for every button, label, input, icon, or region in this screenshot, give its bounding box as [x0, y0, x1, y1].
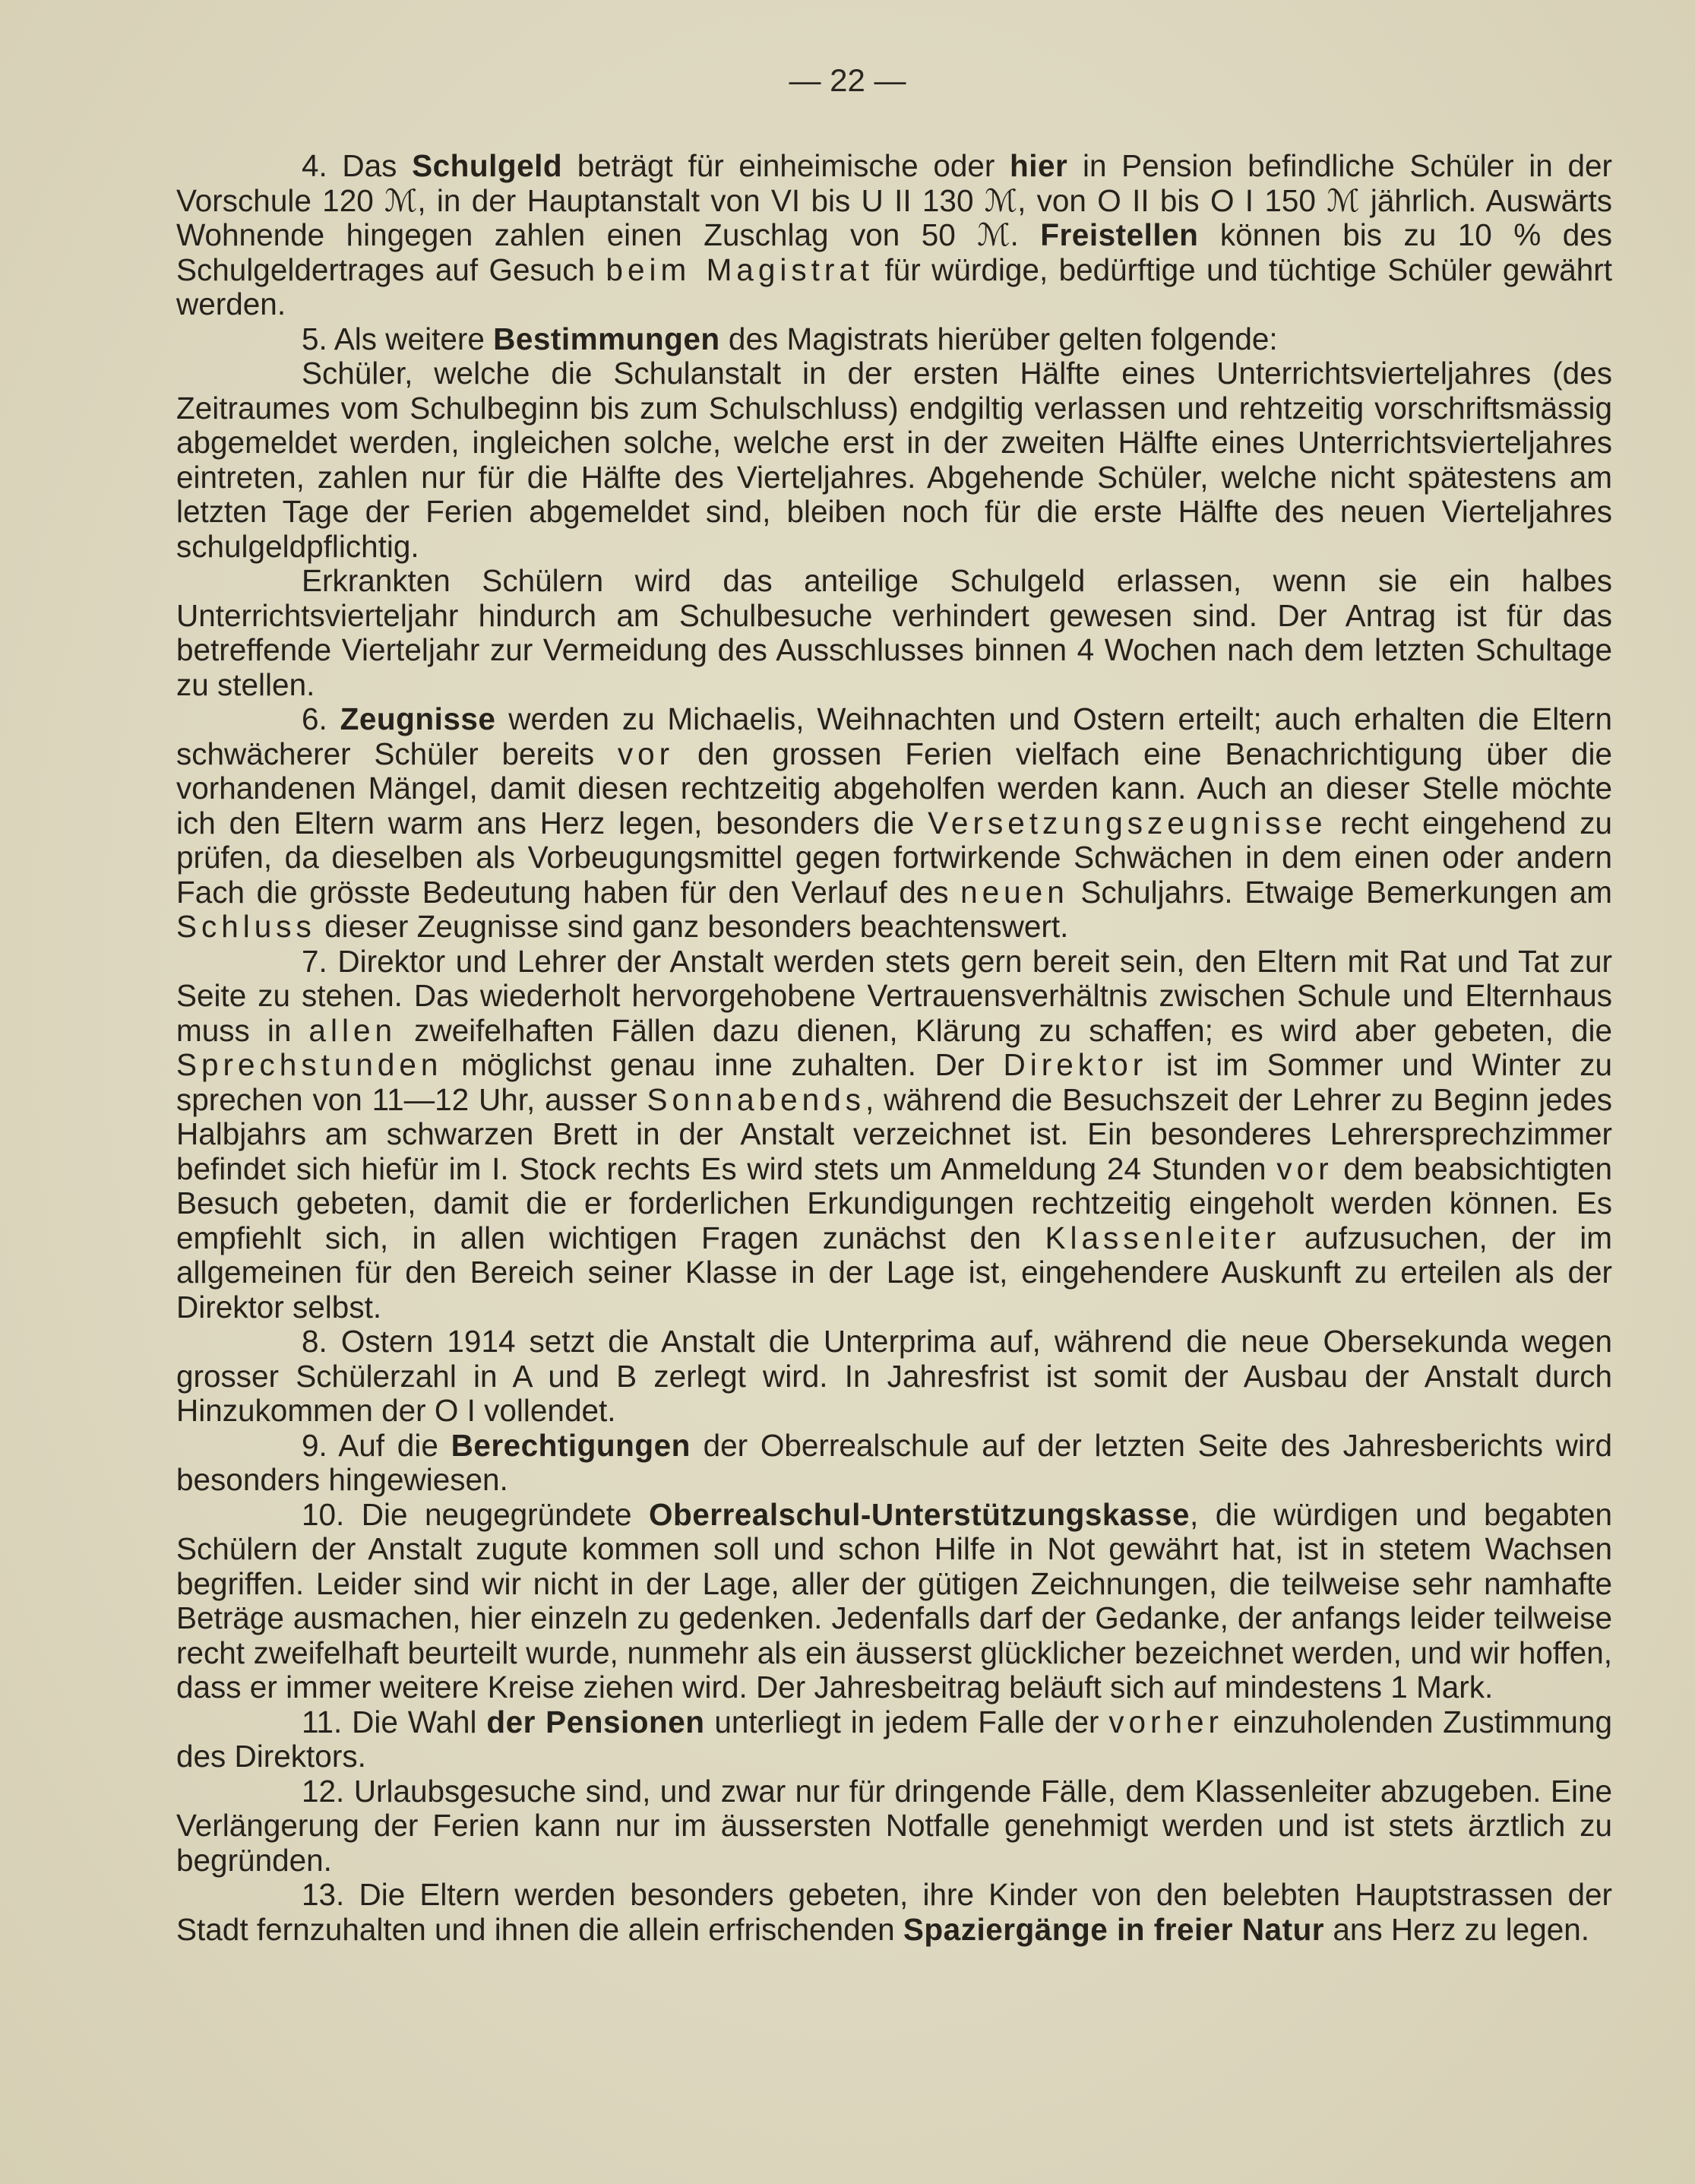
paragraph-12	[176, 1774, 1612, 1879]
paragraph-7	[176, 945, 1612, 1325]
text-run: einzuholenden Zustimmung des Direktors.	[176, 1704, 1612, 1774]
paragraph-5-rule-a	[176, 356, 1612, 564]
body-text	[176, 149, 1612, 1947]
paragraph-4	[176, 149, 1612, 322]
paragraph-5-rule-b	[176, 564, 1612, 702]
bold-term: Spaziergänge in freier Natur	[903, 1911, 1325, 1947]
text-run: 6.	[302, 701, 340, 736]
text-run: des Magistrats hierüber gelten folgende:	[719, 321, 1278, 356]
text-run: Schuljahrs. Etwaige Bemerkungen am	[1068, 874, 1612, 910]
spaced-emphasis: neuen	[960, 874, 1069, 910]
text-run: können bis zu 10 % des Schulgeldertrages auf Gesuch	[176, 217, 1612, 287]
text-run: dieser Zeugnisse sind ganz besonders beachtenswert.	[315, 909, 1069, 944]
bold-term: der Pensionen	[486, 1704, 705, 1739]
text-run: , die würdigen und begabten Schülern der Anstalt zugute kommen soll und schon Hilfe in Not gewährt hat, ist in stetem Wachsen begriffen. Leider sind wir nicht in der Lage, aller der gütigen Zeichnungen, die teilweise sehr namhafte Beträge ausmachen, hier einzeln zu gedenken. Jedenfalls darf der Gedanke, der anfangs leider teilweise recht zweifelhaft beurteilt wurde, nunmehr als ein äusserst glücklicher bezeichnet werden, und wir hoffen, dass er immer weitere Kreise ziehen wird. Der Jahresbeitrag beläuft sich auf mindestens 1 Mark.	[176, 1496, 1612, 1704]
text-run: unterliegt in jedem Falle der	[704, 1704, 1109, 1739]
text-run: zweifelhaften Fällen dazu dienen, Klärung zu schaffen; es wird aber gebeten, die	[397, 1012, 1612, 1048]
bold-term: hier	[1010, 148, 1068, 183]
paragraph-9	[176, 1429, 1612, 1498]
text-run: 11. Die Wahl	[302, 1704, 487, 1739]
spaced-emphasis: Direktor	[1003, 1047, 1148, 1082]
text-run: Erkrankten Schülern wird das anteilige Schulgeld erlassen, wenn sie ein halbes Unterrichtsvierteljahr hindurch am Schulbesuche verhindert gewesen sind. Der Antrag ist für das betreffende Vierteljahr zur Vermeidung des Ausschlusses binnen 4 Wochen nach dem letzten Schultage zu stellen.	[176, 563, 1612, 702]
text-run: dem beabsichtigten Besuch gebeten, damit die er forderlichen Erkundigungen rechtzeitig eingeholt werden können. Es empfiehlt sich, in allen wichtigen Fragen zunächst den	[176, 1151, 1613, 1255]
text-run: Schüler, welche die Schulanstalt in der ersten Hälfte eines Unterrichtsvierteljahres (des Zeitraumes vom Schulbeginn bis zum Schulschluss) endgiltig verlassen und rehtzeitig vorschriftsmässig abgemeldet werden, ingleichen solche, welche erst in der zweiten Hälfte eines Unterrichtsvierteljahres eintreten, zahlen nur für die Hälfte des Vierteljahres. Abgehende Schüler, welche nicht spätestens am letzten Tage der Ferien abgemeldet sind, bleiben noch für die erste Hälfte des neuen Vierteljahres schulgeldpflichtig.	[176, 356, 1612, 564]
text-run: den grossen Ferien vielfach eine Benachrichtigung über die vorhandenen Mängel, damit diesen rechtzeitig abgeholfen werden kann. Auch an dieser Stelle möchte ich den Eltern warm ans Herz legen, besonders die	[176, 736, 1612, 840]
paragraph-10	[176, 1498, 1612, 1705]
spaced-emphasis: Versetzungszeugnisse	[928, 805, 1327, 840]
text-run: recht eingehend zu prüfen, da dieselben als Vorbeugungsmittel gegen fortwirkende Schwächen in dem einen oder andern Fach die grösste Bedeutung haben für den Verlauf des	[176, 805, 1612, 910]
text-run: ans Herz zu legen.	[1324, 1911, 1590, 1947]
paragraph-11	[176, 1705, 1612, 1774]
text-run: 4. Das	[302, 148, 413, 183]
paragraph-13	[176, 1878, 1612, 1947]
bold-term: Freistellen	[1040, 217, 1199, 252]
spaced-emphasis: Sonnabends	[647, 1081, 865, 1117]
text-run: 8. Ostern 1914 setzt die Anstalt die Unterprima auf, während die neue Obersekunda wegen grosser Schülerzahl in A und B zerlegt wird. In Jahresfrist ist somit der Ausbau der Anstalt durch Hinzukommen der O I vollendet.	[176, 1324, 1612, 1428]
spaced-emphasis: Klassenleiter	[1045, 1220, 1281, 1255]
bold-term: Oberrealschul-Unterstützungskasse	[649, 1496, 1190, 1532]
bold-term: Schulgeld	[412, 148, 563, 183]
spaced-emphasis: vorher	[1108, 1704, 1224, 1739]
text-run: der Oberrealschule auf der letzten Seite des Jahresberichts wird besonders hingewiesen.	[176, 1427, 1613, 1497]
spaced-emphasis: vor	[617, 736, 675, 771]
text-run: 9. Auf die	[302, 1427, 451, 1463]
text-run: , während die Besuchszeit der Lehrer zu Beginn jedes Halbjahrs am schwarzen Brett in der Anstalt verzeichnet ist. Ein besonderes Lehrersprechzimmer befindet sich hiefür im I. Stock rechts Es wird stets um Anmeldung 24 Stunden	[176, 1081, 1612, 1186]
spaced-emphasis: allen	[308, 1012, 397, 1048]
spaced-emphasis: beim Magistrat	[606, 252, 874, 287]
spaced-emphasis: Sprechstunden	[176, 1047, 443, 1082]
page-number: — 22 —	[789, 62, 906, 98]
text-run: für würdige, bedürftige und tüchtige Schüler gewährt werden.	[176, 252, 1612, 321]
bold-term: Bestimmungen	[493, 321, 720, 356]
text-run: in Pension befindliche Schüler in der Vorschule 120 ℳ, in der Hauptanstalt von VI bis U II 130 ℳ, von O II bis O I 150 ℳ jährlich. Auswärts Wohnende hingegen zahlen einen Zuschlag von 50 ℳ.	[176, 148, 1612, 252]
paragraph-8	[176, 1325, 1612, 1429]
paragraph-5	[176, 322, 1612, 357]
bold-term: Zeugnisse	[340, 701, 496, 736]
paragraph-6	[176, 702, 1612, 945]
text-run: 5. Als weitere	[302, 321, 494, 356]
spaced-emphasis: vor	[1276, 1151, 1333, 1186]
text-run: aufzusuchen, der im allgemeinen für den Bereich seiner Klasse in der Lage ist, eingehendere Auskunft zu erteilen als der Direktor selbst.	[176, 1220, 1612, 1325]
text-run: möglichst genau inne zuhalten. Der	[442, 1047, 1004, 1082]
text-run: 10. Die neugegründete	[302, 1496, 649, 1532]
spaced-emphasis: Schluss	[176, 909, 316, 944]
text-run: 7. Direktor und Lehrer der Anstalt werden stets gern bereit sein, den Eltern mit Rat und Tat zur Seite zu stehen. Das wiederholt hervorgehobene Vertrauensverhältnis zwischen Schule und Elternhaus muss in	[176, 943, 1612, 1048]
text-run: beträgt für einheimische oder	[562, 148, 1010, 183]
text-run: ist im Sommer und Winter zu sprechen von 11—12 Uhr, ausser	[176, 1047, 1612, 1117]
text-run: werden zu Michaelis, Weihnachten und Ostern erteilt; auch erhalten die Eltern schwächerer Schüler bereits	[176, 701, 1613, 771]
text-run: 13. Die Eltern werden besonders gebeten, ihre Kinder von den belebten Hauptstrassen der Stadt fernzuhalten und ihnen die allein erfrischenden	[176, 1877, 1612, 1947]
bold-term: Berechtigungen	[451, 1427, 691, 1463]
text-run: 12. Urlaubsgesuche sind, und zwar nur für dringende Fälle, dem Klassenleiter abzugeben. Eine Verlängerung der Ferien kann nur im äussersten Notfalle genehmigt werden und ist stets ärztlich zu begründen.	[176, 1773, 1612, 1878]
